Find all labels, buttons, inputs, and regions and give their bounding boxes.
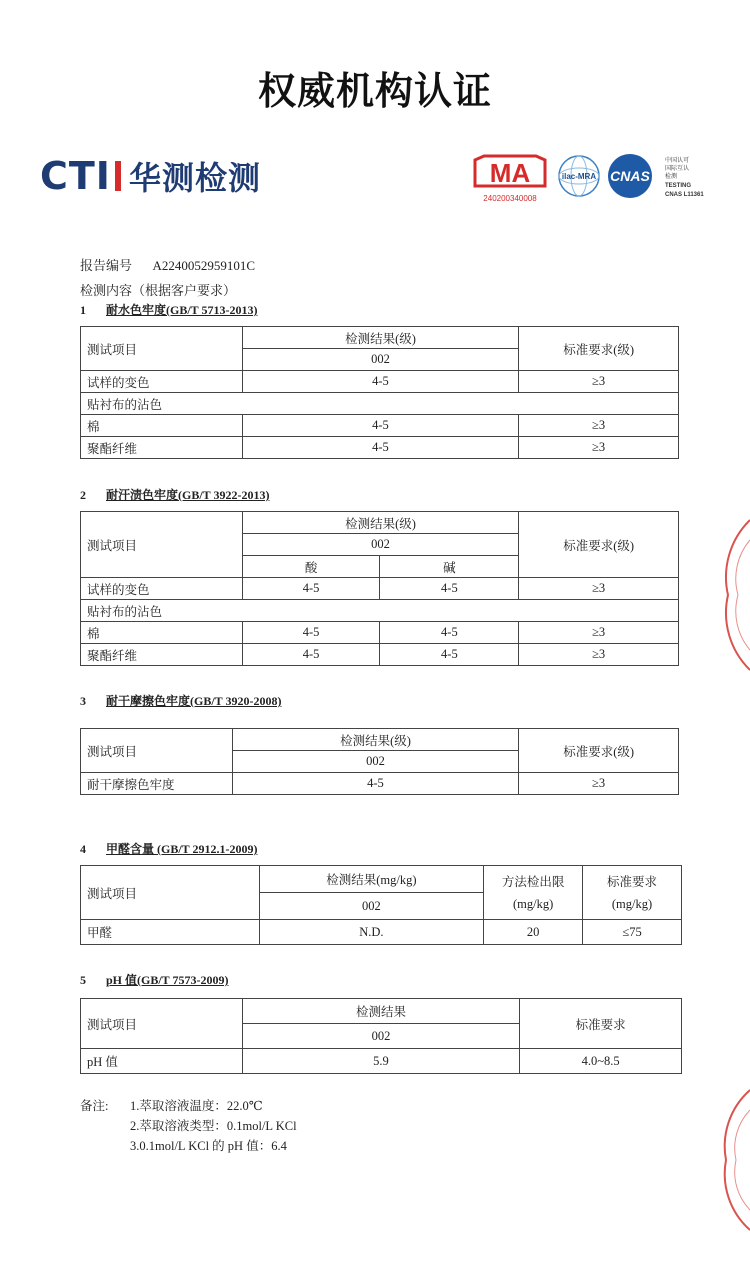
header-req-unit: (mg/kg) <box>611 896 653 911</box>
section-3-title <box>80 692 281 709</box>
ilac-mra-icon <box>559 156 599 196</box>
logo-name: 华测检测 <box>128 159 261 197</box>
table-row <box>81 578 679 600</box>
header-result: 检测结果(级) <box>232 729 518 751</box>
cell-item: pH 值 <box>81 1049 243 1074</box>
cnas-text: CNAS <box>610 168 650 184</box>
report-number: A2240052959101C <box>152 258 256 273</box>
report-number-row <box>80 255 255 274</box>
cell-acid: 4-5 <box>242 578 380 600</box>
cell-req: ≥3 <box>519 437 679 459</box>
header-requirement <box>583 866 682 920</box>
section-number: 3 <box>80 694 86 708</box>
cell-value: N.D. <box>259 920 484 945</box>
header-requirement: 标准要求(级) <box>519 327 679 371</box>
section-heading: 耐汗渍色牢度(GB/T 3922-2013) <box>106 488 270 502</box>
logo-accent-bar <box>115 161 121 191</box>
cell-item: 耐干摩擦色牢度 <box>81 773 233 795</box>
header-result: 检测结果(级) <box>242 327 519 349</box>
notes <box>80 1096 297 1156</box>
section-heading: 耐干摩擦色牢度(GB/T 3920-2008) <box>106 694 282 708</box>
section-number: 5 <box>80 973 86 987</box>
header-requirement: 标准要求 <box>520 999 682 1049</box>
table-row <box>81 622 679 644</box>
test-content-note: 检测内容（根据客户要求） <box>80 283 237 298</box>
table-row <box>81 1049 682 1074</box>
ilac-text: ilac-MRA <box>561 172 597 181</box>
cnas-line-5: CNAS L11361 <box>665 192 704 198</box>
table-dry-rubbing-fastness <box>80 728 679 795</box>
header-test-item: 测试项目 <box>81 327 243 371</box>
note-line: 1.萃取溶液温度：22.0℃ <box>130 1099 263 1113</box>
cell-req: ≥3 <box>519 371 679 393</box>
cnas-line-3: 检测 <box>665 174 678 180</box>
cell-item: 贴衬布的沾色 <box>81 393 679 415</box>
table-row <box>81 415 679 437</box>
cell-item: 试样的变色 <box>81 578 243 600</box>
cell-alkali: 4-5 <box>380 644 519 666</box>
section-2-title <box>80 486 269 503</box>
cell-item: 聚酯纤维 <box>81 644 243 666</box>
header-sample: 002 <box>232 751 518 773</box>
table-row <box>81 920 682 945</box>
cell-req: ≤75 <box>583 920 682 945</box>
table-row <box>81 393 679 415</box>
cnas-line-1: 中国认可 <box>665 158 690 164</box>
header-result: 检测结果(级) <box>242 512 519 534</box>
header-requirement: 标准要求(级) <box>519 512 679 578</box>
cell-value: 5.9 <box>242 1049 519 1074</box>
notes-label: 备注: <box>80 1099 109 1113</box>
header-sample: 002 <box>242 349 519 371</box>
section-number: 2 <box>80 488 86 502</box>
cell-req: ≥3 <box>519 415 679 437</box>
header-alkali: 碱 <box>380 556 519 578</box>
seal-stamp-icon <box>718 1085 750 1235</box>
header-acid: 酸 <box>242 556 380 578</box>
certification-marks <box>470 152 720 207</box>
section-4-title <box>80 840 257 857</box>
cell-value: 4-5 <box>242 371 519 393</box>
cnas-line-2: 国际互认 <box>665 166 690 172</box>
section-number: 1 <box>80 303 86 317</box>
seal-stamp-icon <box>718 515 750 675</box>
cma-text: MA <box>489 158 531 188</box>
note-line: 3.0.1mol/L KCl 的 pH 值：6.4 <box>130 1139 287 1153</box>
header-req-label: 标准要求 <box>607 874 658 889</box>
header-result: 检测结果(mg/kg) <box>259 866 484 893</box>
header-sample: 002 <box>242 534 519 556</box>
cti-logo <box>40 153 261 199</box>
header-test-item: 测试项目 <box>81 866 260 920</box>
table-row <box>81 437 679 459</box>
cell-alkali: 4-5 <box>380 622 519 644</box>
cell-item: 甲醛 <box>81 920 260 945</box>
header-sample: 002 <box>242 1024 519 1049</box>
table-row <box>81 773 679 795</box>
cell-req: ≥3 <box>519 773 679 795</box>
cell-value: 4-5 <box>242 437 519 459</box>
logo-brand: CTI <box>40 154 111 198</box>
header-result: 检测结果 <box>242 999 519 1024</box>
section-heading: pH 值(GB/T 7573-2009) <box>106 973 229 987</box>
page-title: 权威机构认证 <box>257 69 492 113</box>
cell-acid: 4-5 <box>242 622 380 644</box>
cell-value: 4-5 <box>242 415 519 437</box>
header-test-item: 测试项目 <box>81 729 233 773</box>
cell-req: 4.0~8.5 <box>520 1049 682 1074</box>
table-ph-value <box>80 998 682 1074</box>
report-number-label: 报告编号 <box>80 258 133 273</box>
table-row <box>81 371 679 393</box>
cell-req: ≥3 <box>519 578 679 600</box>
table-row <box>81 600 679 622</box>
cell-limit: 20 <box>484 920 583 945</box>
header-sample: 002 <box>259 893 484 920</box>
cell-req: ≥3 <box>519 622 679 644</box>
table-perspiration-fastness <box>80 511 679 666</box>
header-limit-unit: (mg/kg) <box>513 896 554 911</box>
table-row <box>81 644 679 666</box>
cell-item: 试样的变色 <box>81 371 243 393</box>
cell-value: 4-5 <box>232 773 518 795</box>
section-5-title <box>80 971 228 988</box>
cell-item: 棉 <box>81 622 243 644</box>
table-formaldehyde <box>80 865 682 945</box>
cell-req: ≥3 <box>519 644 679 666</box>
note-line: 2.萃取溶液类型：0.1mol/L KCl <box>130 1119 297 1133</box>
header-test-item: 测试项目 <box>81 999 243 1049</box>
cnas-mark-icon <box>608 154 652 198</box>
cell-item: 贴衬布的沾色 <box>81 600 679 622</box>
cnas-line-4: TESTING <box>665 183 692 189</box>
cma-number: 240200340008 <box>483 194 537 203</box>
cell-acid: 4-5 <box>242 644 380 666</box>
cell-alkali: 4-5 <box>380 578 519 600</box>
header-test-item: 测试项目 <box>81 512 243 578</box>
header-detection-limit <box>484 866 583 920</box>
cma-mark-icon <box>475 156 545 203</box>
table-water-fastness <box>80 326 679 459</box>
section-heading: 甲醛含量 (GB/T 2912.1-2009) <box>106 842 258 856</box>
cnas-caption <box>665 156 704 198</box>
cell-item: 棉 <box>81 415 243 437</box>
header-limit-label: 方法检出限 <box>501 874 565 889</box>
cell-item: 聚酯纤维 <box>81 437 243 459</box>
header-requirement: 标准要求(级) <box>519 729 679 773</box>
section-heading: 耐水色牢度(GB/T 5713-2013) <box>106 303 258 317</box>
section-1-title <box>80 301 257 318</box>
section-number: 4 <box>80 842 86 856</box>
